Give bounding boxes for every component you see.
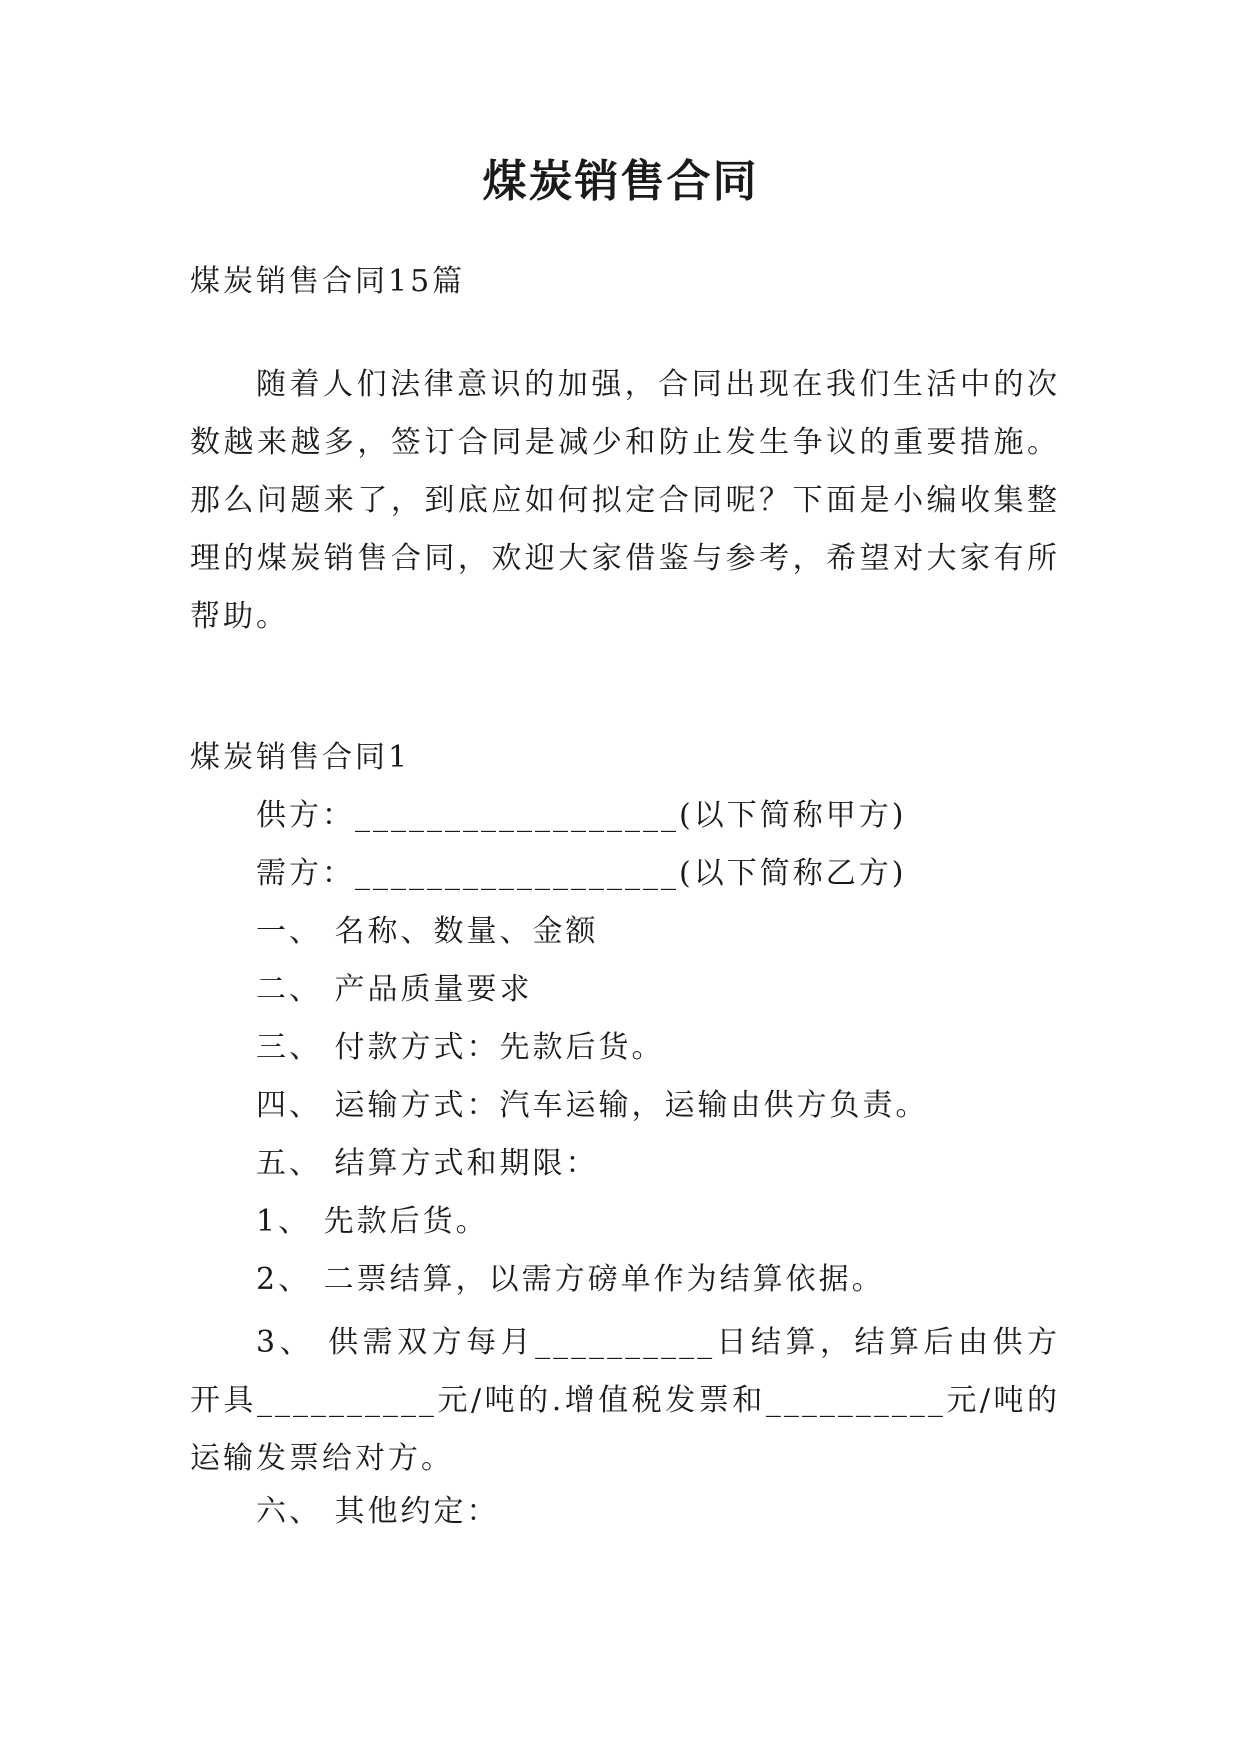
subclause-3: 3、 供需双方每月__________日结算，结算后由供方开具__________元/吨的.增值税发票和__________元/吨的运输发票给对方。 [190, 1325, 1060, 1476]
clause-2: 二、 产品质量要求 [256, 972, 533, 1007]
buyer-line: 需方：__________________(以下简称乙方) [256, 856, 907, 891]
clause-1: 一、 名称、数量、金额 [256, 914, 599, 949]
clause-6: 六、 其他约定： [256, 1494, 500, 1529]
section-heading: 煤炭销售合同1 [190, 740, 411, 775]
document-title: 煤炭销售合同 [482, 156, 759, 207]
clause-4: 四、 运输方式：汽车运输，运输由供方负责。 [256, 1088, 929, 1123]
subclause-1: 1、 先款后货。 [256, 1204, 489, 1239]
subclause-2: 2、 二票结算，以需方磅单作为结算依据。 [256, 1262, 885, 1297]
clause-3: 三、 付款方式：先款后货。 [256, 1030, 665, 1065]
clause-5: 五、 结算方式和期限： [256, 1146, 599, 1181]
intro-paragraph: 随着人们法律意识的加强，合同出现在我们生活中的次数越来越多，签订合同是减少和防止发生争议的重要措施。那么问题来了，到底应如何拟定合同呢？下面是小编收集整理的煤炭销售合同，欢迎大家借鉴与参考，希望对大家有所帮助。 [190, 367, 1060, 634]
document-subtitle: 煤炭销售合同15篇 [190, 264, 466, 299]
supplier-line: 供方：__________________(以下简称甲方) [256, 798, 907, 833]
